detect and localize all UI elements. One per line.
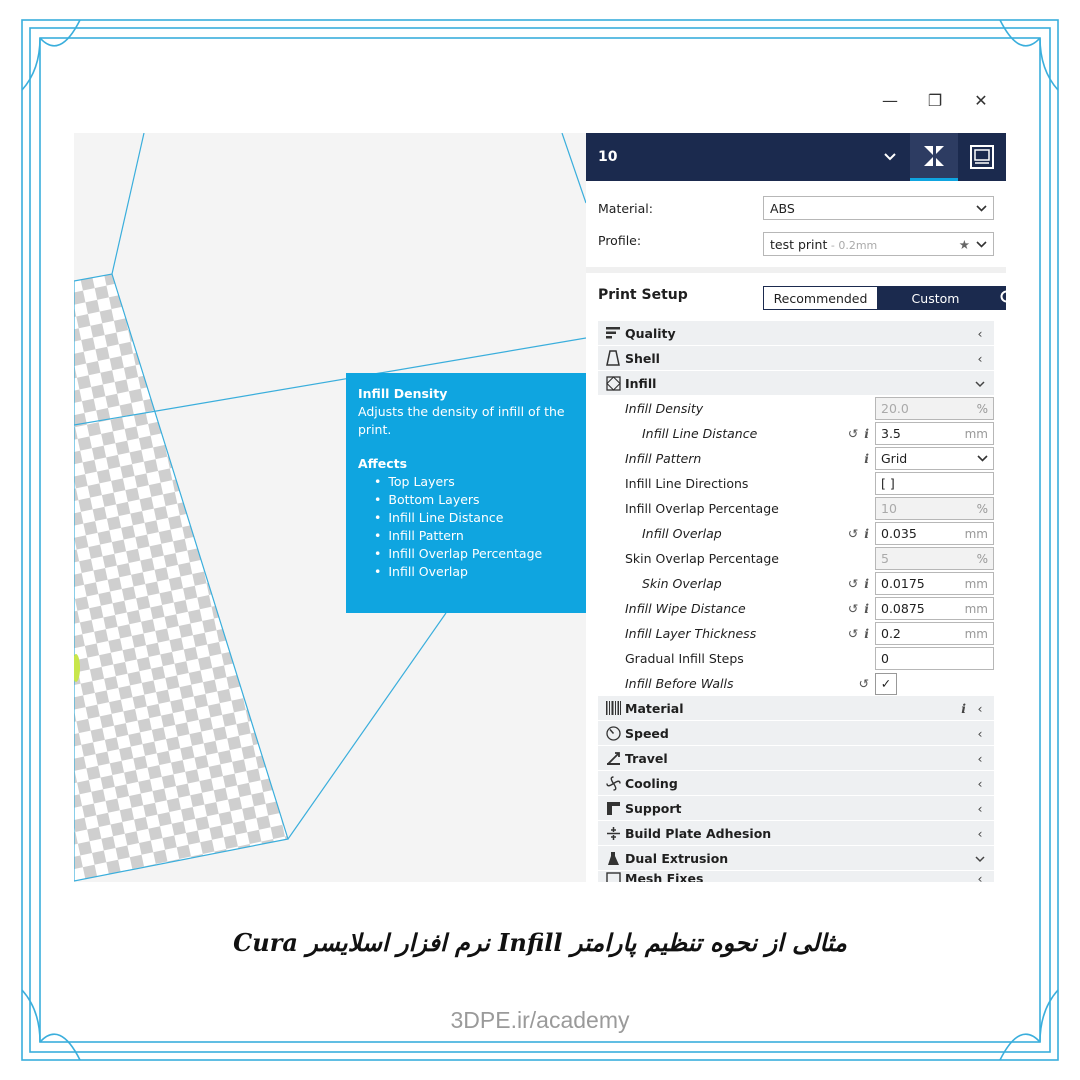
- shell-icon: [604, 350, 622, 366]
- setting-label: Infill Layer Thickness: [625, 626, 757, 641]
- material-value: ABS: [770, 200, 795, 216]
- chevron-down-icon: [976, 241, 987, 248]
- info-icon[interactable]: i: [961, 700, 966, 716]
- info-icon[interactable]: i: [864, 451, 869, 466]
- setting-skin-overlap-percentage: [598, 546, 994, 571]
- reset-icon[interactable]: ↺: [847, 426, 859, 441]
- infill-pattern-select[interactable]: [875, 447, 994, 470]
- category-mesh-fixes[interactable]: [598, 871, 994, 882]
- setting-value: 0.0875: [881, 601, 925, 616]
- info-icon[interactable]: i: [864, 426, 869, 441]
- chevron-down-icon: [972, 851, 988, 866]
- mode-switch: [763, 286, 1006, 310]
- setting-label: Infill Pattern: [625, 451, 702, 466]
- setting-value: 0.035: [881, 526, 917, 541]
- category-label: Support: [625, 800, 682, 816]
- setting-unit: mm: [964, 526, 988, 541]
- setting-label: Infill Overlap Percentage: [625, 501, 779, 516]
- tooltip-description: Adjusts the density of infill of the print.: [358, 404, 565, 437]
- infill-icon: [604, 375, 622, 391]
- slicer-icon: [921, 143, 947, 169]
- setting-infill-before-walls: [598, 671, 994, 696]
- setting-infill-line-directions: [598, 471, 994, 496]
- setting-gradual-infill-steps: [598, 646, 994, 671]
- setting-value: [ ]: [881, 476, 895, 491]
- setting-infill-line-distance: [598, 421, 994, 446]
- chevron-down-icon[interactable]: [870, 150, 910, 165]
- setting-value: 5: [881, 551, 889, 566]
- list-item: • Infill Overlap Percentage: [374, 545, 574, 563]
- setting-value: 20.0: [881, 401, 909, 416]
- profile-row: [598, 232, 994, 256]
- infill-line-distance-input[interactable]: [875, 422, 994, 445]
- setting-value: Grid: [881, 451, 908, 466]
- chevron-left-icon: ‹: [977, 775, 983, 791]
- setting-infill-pattern: [598, 446, 994, 471]
- category-label: Cooling: [625, 775, 678, 791]
- setting-unit: %: [976, 501, 988, 516]
- list-item: • Bottom Layers: [374, 491, 574, 509]
- machine-selector[interactable]: 10: [598, 149, 618, 165]
- adhesion-icon: [604, 825, 622, 841]
- minimize-button[interactable]: [878, 88, 902, 112]
- infill-density-input[interactable]: [875, 397, 994, 420]
- category-label: Material: [625, 700, 684, 716]
- infill-overlap-input[interactable]: [875, 522, 994, 545]
- chevron-down-icon: [972, 376, 988, 391]
- monitor-icon: [969, 144, 995, 170]
- info-icon[interactable]: i: [864, 526, 869, 541]
- reset-icon[interactable]: ↺: [858, 676, 869, 691]
- chevron-left-icon: ‹: [977, 750, 983, 766]
- category-speed[interactable]: [598, 721, 994, 746]
- search-icon: [1000, 290, 1006, 306]
- category-infill[interactable]: [598, 371, 994, 396]
- close-button[interactable]: [969, 88, 993, 112]
- category-label: Travel: [625, 750, 668, 766]
- infill-overlap-percentage-input[interactable]: [875, 497, 994, 520]
- restore-icon: ❐: [927, 90, 943, 110]
- minimize-icon: —: [882, 90, 898, 110]
- setting-label: Infill Density: [625, 401, 704, 416]
- category-support[interactable]: [598, 796, 994, 821]
- setting-unit: mm: [964, 626, 988, 641]
- restore-button[interactable]: [923, 88, 947, 112]
- setting-label: Skin Overlap Percentage: [625, 551, 779, 566]
- setting-skin-overlap: [598, 571, 994, 596]
- setting-label: Infill Line Directions: [625, 476, 749, 491]
- setting-value: 0: [881, 651, 889, 666]
- support-icon: [604, 800, 622, 816]
- tooltip-affects-title: Affects: [358, 456, 408, 471]
- setting-infill-layer-thickness: [598, 621, 994, 646]
- profile-select[interactable]: [763, 232, 994, 256]
- close-icon: ✕: [974, 90, 988, 110]
- check-icon: ✓: [880, 676, 892, 691]
- setting-infill-overlap: [598, 521, 994, 546]
- chevron-left-icon: ‹: [977, 825, 983, 841]
- chevron-left-icon: ‹: [977, 800, 983, 816]
- speed-icon: [604, 725, 622, 741]
- settings-list: [598, 321, 994, 882]
- fan-icon: [604, 775, 622, 791]
- chevron-left-icon: ‹: [977, 350, 983, 366]
- site-watermark: 3DPE.ir/academy: [450, 1007, 630, 1033]
- profile-suffix: - 0.2mm: [827, 238, 878, 252]
- list-item: • Infill Line Distance: [374, 509, 574, 527]
- category-label: Build Plate Adhesion: [625, 825, 772, 841]
- material-label: Material:: [598, 200, 653, 216]
- caption: مثالی از نحوه تنظیم پارامتر Infill نرم افزار اسلایسر Cura: [233, 928, 847, 957]
- tooltip-title: Infill Density: [358, 386, 448, 401]
- setting-tooltip: [346, 373, 586, 613]
- machine-bar: [586, 133, 1006, 181]
- category-label: Shell: [625, 350, 660, 366]
- reset-icon[interactable]: ↺: [847, 626, 859, 641]
- print-setup-tab[interactable]: [910, 133, 958, 181]
- setting-unit: %: [976, 551, 988, 566]
- setting-label: Infill Before Walls: [625, 676, 734, 691]
- quality-icon: [604, 325, 622, 341]
- info-icon[interactable]: i: [864, 576, 869, 591]
- category-quality[interactable]: [598, 321, 994, 346]
- skin-overlap-percentage-input[interactable]: [875, 547, 994, 570]
- chevron-left-icon: ‹: [977, 325, 983, 341]
- print-setup-title: Print Setup: [598, 287, 688, 303]
- infill-before-walls-checkbox[interactable]: [875, 673, 897, 695]
- setting-value: 3.5: [881, 426, 901, 441]
- info-icon[interactable]: i: [864, 601, 869, 616]
- setting-label: Skin Overlap: [642, 576, 722, 591]
- mesh-icon: [604, 871, 622, 882]
- dual-extrusion-icon: [604, 850, 622, 866]
- material-row: [598, 196, 994, 220]
- setting-value: 0.0175: [881, 576, 925, 591]
- setting-unit: %: [976, 401, 988, 416]
- chevron-left-icon: ‹: [977, 871, 983, 882]
- category-cooling[interactable]: [598, 771, 994, 796]
- travel-icon: [604, 750, 622, 766]
- monitor-tab[interactable]: [958, 133, 1006, 181]
- chevron-left-icon: ‹: [977, 725, 983, 741]
- profile-value: test print: [770, 236, 828, 252]
- category-label: Mesh Fixes: [625, 871, 704, 882]
- setting-label: Infill Line Distance: [642, 426, 758, 441]
- skin-overlap-input[interactable]: [875, 572, 994, 595]
- divider: [586, 267, 1006, 273]
- search-button[interactable]: [993, 286, 1006, 310]
- list-item: • Infill Pattern: [374, 527, 574, 545]
- reset-icon[interactable]: ↺: [847, 576, 859, 591]
- setting-unit: mm: [964, 576, 988, 591]
- gradual-infill-steps-input[interactable]: [875, 647, 994, 670]
- setting-unit: mm: [964, 426, 988, 441]
- setting-infill-wipe-distance: [598, 596, 994, 621]
- custom-button[interactable]: Custom: [878, 286, 993, 310]
- category-label: Dual Extrusion: [625, 850, 729, 866]
- setting-label: Infill Wipe Distance: [625, 601, 746, 616]
- infill-layer-thickness-input[interactable]: [875, 622, 994, 645]
- list-item: • Infill Overlap: [374, 563, 574, 581]
- setting-unit: mm: [964, 601, 988, 616]
- category-label: Quality: [625, 325, 676, 341]
- material-select[interactable]: [763, 196, 994, 220]
- list-item: • Top Layers: [374, 473, 574, 491]
- chevron-down-icon: [977, 455, 988, 462]
- setting-label: Infill Overlap: [642, 526, 722, 541]
- settings-panel: [586, 133, 1006, 882]
- profile-label: Profile:: [598, 232, 642, 248]
- category-travel[interactable]: [598, 746, 994, 771]
- category-label: Speed: [625, 725, 669, 741]
- category-label: Infill: [625, 375, 657, 391]
- category-shell[interactable]: [598, 346, 994, 371]
- chevron-down-icon: [976, 205, 987, 212]
- category-build-plate-adhesion[interactable]: [598, 821, 994, 846]
- chevron-left-icon: ‹: [977, 700, 983, 716]
- tooltip-affects-list: [358, 473, 574, 581]
- setting-infill-overlap-percentage: [598, 496, 994, 521]
- infill-wipe-distance-input[interactable]: [875, 597, 994, 620]
- material-icon: [604, 700, 622, 716]
- setting-value: 10: [881, 501, 897, 516]
- infill-line-directions-input[interactable]: [875, 472, 994, 495]
- setting-value: 0.2: [881, 626, 901, 641]
- reset-icon[interactable]: ↺: [847, 526, 859, 541]
- recommended-button[interactable]: Recommended: [763, 286, 878, 310]
- reset-icon[interactable]: ↺: [847, 601, 859, 616]
- setting-infill-density: [598, 396, 994, 421]
- star-icon[interactable]: ★: [958, 236, 970, 252]
- info-icon[interactable]: i: [864, 626, 869, 641]
- category-material[interactable]: [598, 696, 994, 721]
- category-dual-extrusion[interactable]: [598, 846, 994, 871]
- setting-label: Gradual Infill Steps: [625, 651, 744, 666]
